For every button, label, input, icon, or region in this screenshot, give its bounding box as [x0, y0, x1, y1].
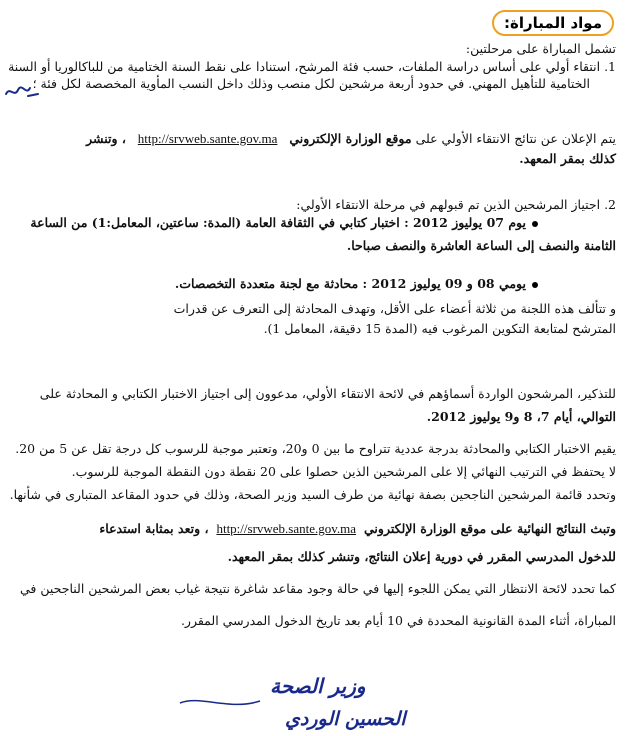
bullet1-line1: يوم 07 يوليوز 2012 : اختبار كتابي في الثقافة العامة (المدة: ساعتين، المعامل:1) من الساعة: [30, 215, 526, 230]
section-title-box: [492, 10, 614, 36]
final-line2: للدخول المدرسي المقرر في دورية إعلان النتائج، وتنشر كذلك بمقر المعهد.: [227, 549, 616, 564]
bullet2-text: يومي 08 و 09 يوليوز 2012 : محادثة مع لجنة متعددة التخصصات.: [174, 276, 526, 291]
announce1-url-link[interactable]: http://srvweb.sante.gov.ma: [137, 131, 278, 146]
announce1-line2: كذلك بمقر المعهد.: [519, 151, 616, 166]
item1-line2: الختامية للتأهيل المهني. في حدود أربعة مرشحين لكل منصب وذلك داخل النسب المأوية المخصصة لكل فئة ؛: [32, 76, 590, 91]
reminder-line1: للتذكير، المرشحون الواردة أسماؤهم في لائحة الانتقاء الأولي، مدعوون إلى اجتياز الاختبار الكتابي و المحادثة على: [39, 386, 616, 401]
announce1-prefix: يتم الإعلان عن نتائج الانتقاء الأولي على: [415, 131, 616, 146]
svg-text:الحسين الوردي: الحسين الوردي: [285, 708, 406, 730]
committee-line2: المترشح لمتابعة التكوين المرغوب فيه (المدة 15 دقيقة، المعامل 1).: [263, 321, 616, 336]
final-prefix: وتبث النتائج النهائية على موقع الوزارة الإلكتروني: [364, 521, 616, 536]
committee-line1: و تتألف هذه اللجنة من ثلاثة أعضاء على الأقل، وتهدف المحادثة إلى التعرف عن قدرات: [173, 301, 616, 316]
final-line1: [8, 520, 616, 537]
final-url-link[interactable]: http://srvweb.sante.gov.ma: [216, 521, 357, 536]
bullet1-dot-icon: [532, 221, 538, 227]
grading-line1: يقيم الاختبار الكتابي والمحادثة بدرجة عددية تتراوح ما بين 0 و20، وتعتبر موجبة للرسوب كل درجة تقل عن 5 من 20.: [15, 441, 616, 456]
section-title: مواد المباراة:: [504, 14, 602, 32]
svg-text:وزير الصحة: وزير الصحة: [270, 674, 366, 698]
item1-text-line1: انتقاء أولي على أساس دراسة الملفات، حسب فئة المرشح، استنادا على نقط السنة الختامية من للباكالوريا أو السنة: [8, 59, 601, 74]
announce1-site-label: موقع الوزارة الإلكتروني: [289, 131, 412, 146]
reminder-line2: التوالي، أيام 7، 8 و9 يوليوز 2012.: [426, 409, 616, 424]
grading-line3: وتحدد قائمة المرشحين الناجحين بصفة نهائية من طرف السيد وزير الصحة، وذلك في حدود المقاعد المتبارى في شأنها.: [9, 487, 616, 502]
announce1-line1: [8, 130, 616, 147]
announce1-suffix: ، وتنشر: [86, 131, 126, 146]
item1-number: 1.: [604, 59, 616, 74]
handwritten-mark-icon: [2, 82, 42, 102]
item1-line1: [8, 58, 616, 75]
waiting-line2: المباراة، أثناء المدة القانونية المحددة في 10 أيام بعد تاريخ الدخول المدرسي المقرر.: [180, 613, 616, 628]
grading-line2: لا يحتفظ في الترتيب النهائي إلا على المرشحين الذين حصلوا على 20 نقطة دون النقطة الموجبة للرسوب.: [71, 464, 616, 479]
item2-line: [8, 196, 616, 213]
bullet2-dot-icon: [532, 282, 538, 288]
minister-signature: [150, 655, 406, 735]
waiting-line1: كما تحدد لائحة الانتظار التي يمكن اللجوء إليها في حالة وجود مقاعد شاغرة نتيجة غياب بعض المرشحين الناجحين في: [20, 581, 616, 596]
item2-text: اجتياز المرشحين الذين تم قبولهم في مرحلة الانتقاء الأولي:: [296, 197, 601, 212]
intro-text: تشمل المباراة على مرحلتين:: [465, 41, 616, 56]
final-suffix: ، وتعد بمثابة استدعاء: [99, 521, 209, 536]
item2-number: 2.: [604, 197, 616, 212]
bullet1-line2: الثامنة والنصف إلى الساعة العاشرة والنصف صباحا.: [346, 238, 616, 253]
